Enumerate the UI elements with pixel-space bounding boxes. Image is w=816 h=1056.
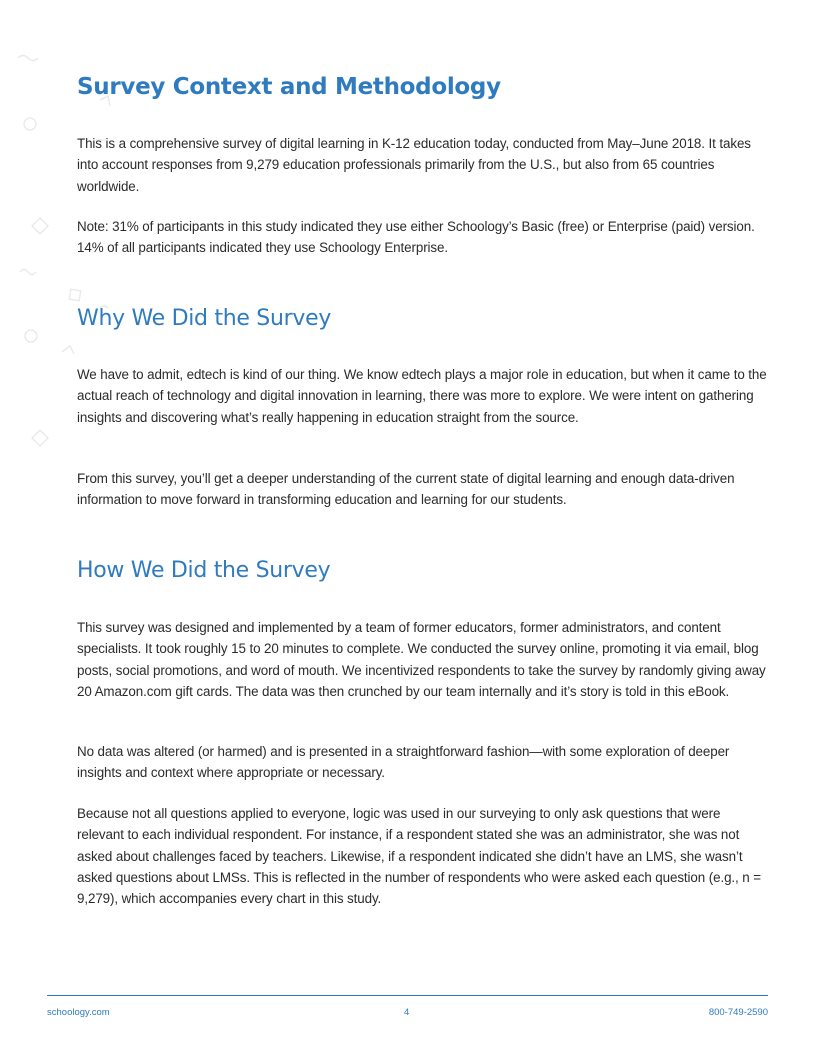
methodology-paragraph-1: This is a comprehensive survey of digital learning in K-12 education today, conducted from May–June 2018. It takes into account responses from 9,279 education professionals primarily from the U.S., but also from 65 countries worldwide. bbox=[77, 136, 751, 194]
footer-page-number: 4 bbox=[404, 1007, 410, 1018]
section-heading-why: Why We Did the Survey bbox=[77, 306, 332, 331]
footer-phone: 800-749-2590 bbox=[708, 1007, 768, 1018]
why-paragraph-1: We have to admit, edtech is kind of our thing. We know edtech plays a major role in education, but when it came to the actual reach of technology and digital innovation in learning, there was more to explore. We were intent on gathering insights and discovering what’s really happening in education straight from the source. bbox=[77, 367, 767, 425]
why-paragraph-2: From this survey, you’ll get a deeper understanding of the current state of digital learning and enough data-driven information to move forward in transforming education and learning for our students. bbox=[77, 471, 735, 508]
how-paragraph-2: No data was altered (or harmed) and is presented in a straightforward fashion—with some exploration of deeper insights and context where appropriate or necessary. bbox=[77, 744, 730, 781]
how-paragraph-3: Because not all questions applied to everyone, logic was used in our surveying to only ask questions that were relevant to each individual respondent. For instance, if a respondent stated she was an administrator, she was not asked about challenges faced by teachers. Likewise, if a respondent indicated she didn’t have an LMS, she wasn’t asked questions about LMSs. This is reflected in the number of respondents who were asked each question (e.g., n = 9,279), which accompanies every chart in this study. bbox=[77, 806, 761, 907]
methodology-paragraph-2: Note: 31% of participants in this study indicated they use either Schoology’s Basic (free) or Enterprise (paid) version. 14% of all participants indicated they use Schoology Enterprise. bbox=[77, 219, 755, 256]
section-heading-how: How We Did the Survey bbox=[77, 558, 331, 583]
section-heading-methodology: Survey Context and Methodology bbox=[77, 74, 501, 100]
footer-website-link[interactable]: schoology.com bbox=[47, 1007, 110, 1018]
footer-divider bbox=[47, 995, 768, 996]
how-paragraph-1: This survey was designed and implemented by a team of former educators, former administrators, and content specialists. It took roughly 15 to 20 minutes to complete. We conducted the survey online, promoting it via email, blog posts, social promotions, and word of mouth. We incentivized respondents to take the survey by randomly giving away 20 Amazon.com gift cards. The data was then crunched by our team internally and it’s story is told in this eBook. bbox=[77, 620, 766, 699]
